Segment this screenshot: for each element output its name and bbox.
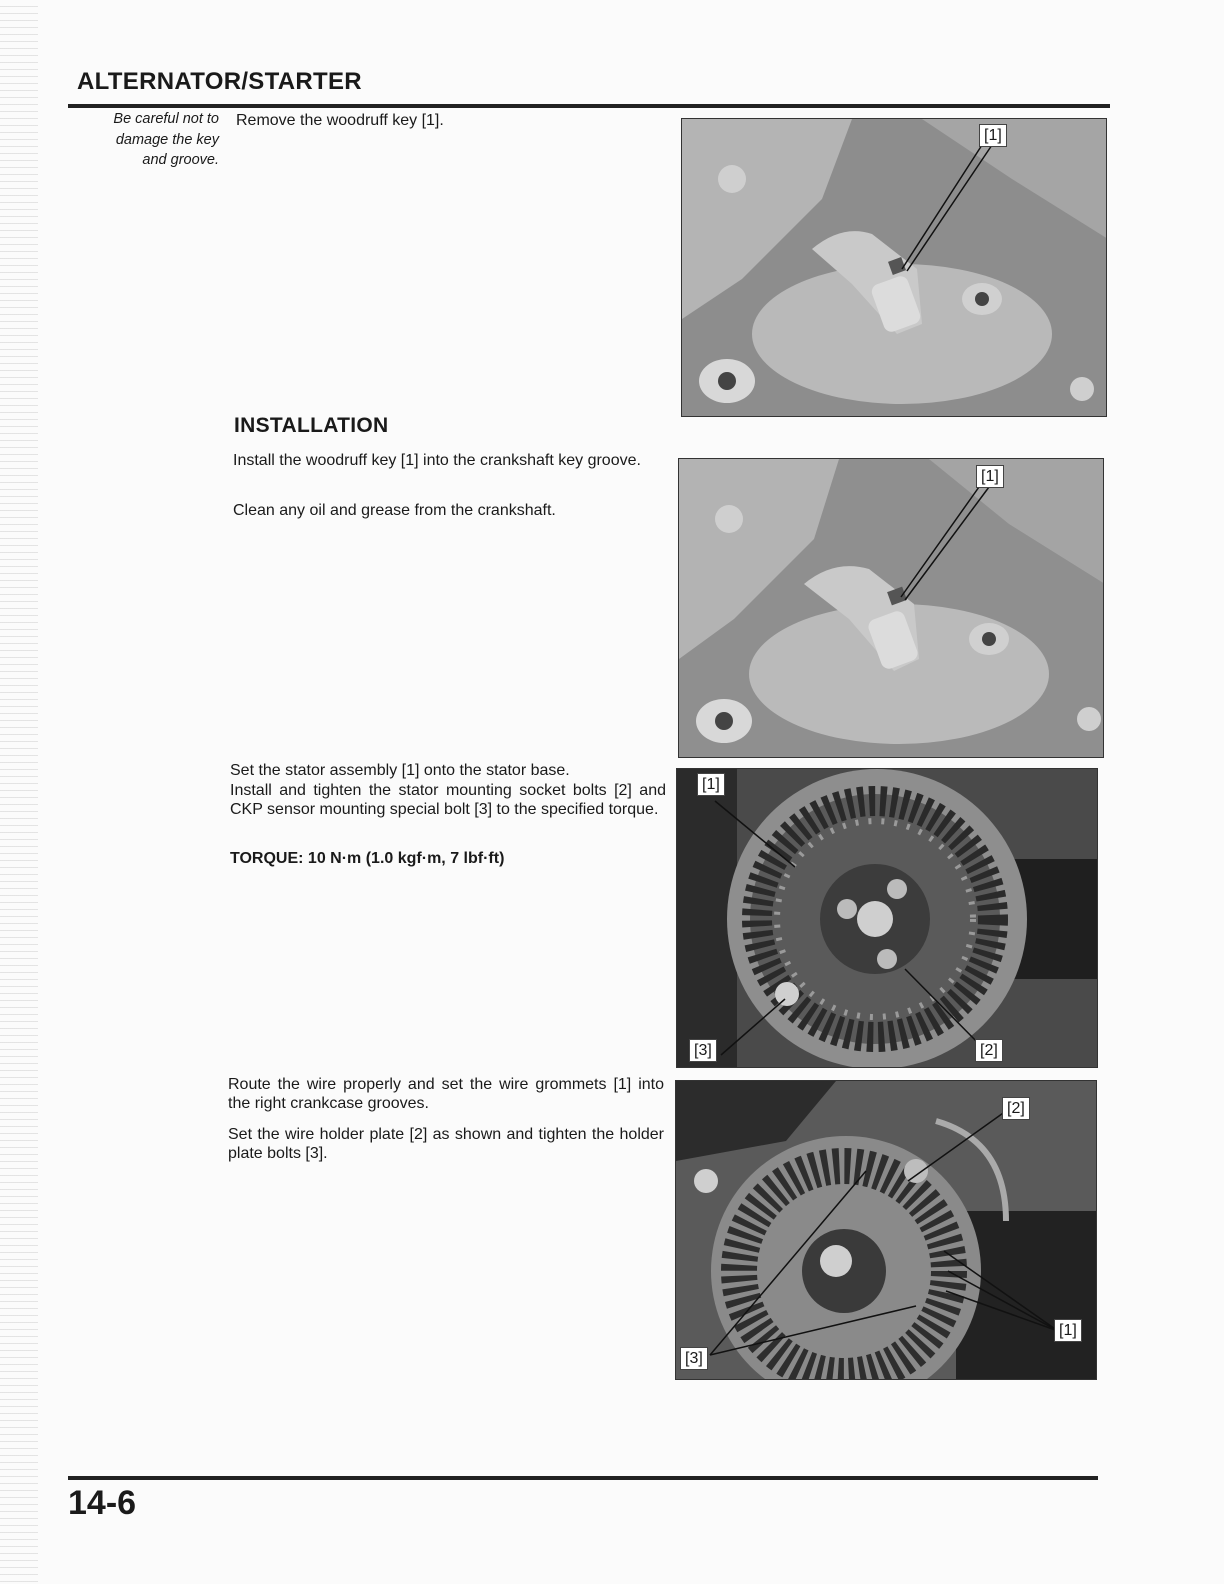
caution-line: damage the key	[115, 131, 219, 148]
callout-label: [1]	[1054, 1319, 1082, 1342]
callout-label: [3]	[689, 1039, 717, 1062]
callout-label: [1]	[976, 465, 1004, 488]
caution-line: and groove.	[142, 152, 219, 168]
scan-edge-artifact	[0, 0, 38, 1584]
caution-line: Be careful not to	[113, 111, 219, 127]
install-step-clean: Clean any oil and grease from the crankshaft.	[233, 502, 556, 519]
figure-woodruff-key-removal	[681, 118, 1107, 417]
installation-title: INSTALLATION	[234, 414, 389, 437]
install-step-woodruff: Install the woodruff key [1] into the crankshaft key groove.	[233, 452, 641, 469]
photo-crankcase	[679, 459, 1104, 758]
figure-wire-routing	[675, 1080, 1097, 1380]
torque-spec: TORQUE: 10 N·m (1.0 kgf·m, 7 lbf·ft)	[230, 850, 505, 867]
caution-note	[70, 109, 219, 171]
callout-label: [2]	[975, 1039, 1003, 1062]
figure-stator-assembly	[676, 768, 1098, 1068]
install-step-wire-grommets: Route the wire properly and set the wire grommets [1] into the right crankcase grooves.	[228, 1076, 664, 1112]
photo-stator	[677, 769, 1098, 1068]
photo-crankcase	[682, 119, 1107, 417]
removal-step: Remove the woodruff key [1].	[236, 112, 444, 129]
figure-woodruff-key-install	[678, 458, 1104, 758]
install-step-holder-plate: Set the wire holder plate [2] as shown and tighten the holder plate bolts [3].	[228, 1126, 664, 1162]
callout-label: [2]	[1002, 1097, 1030, 1120]
install-step-stator-bolts: Install and tighten the stator mounting socket bolts [2] and CKP sensor mounting special bolt [3] to the specified torque.	[230, 782, 666, 818]
install-step-stator: Set the stator assembly [1] onto the stator base.	[230, 762, 570, 779]
callout-label: [1]	[979, 124, 1007, 147]
photo-wire-routing	[676, 1081, 1097, 1380]
callout-label: [3]	[680, 1347, 708, 1370]
callout-label: [1]	[697, 773, 725, 796]
section-header-title: ALTERNATOR/STARTER	[77, 68, 362, 95]
page-number: 14-6	[68, 1484, 137, 1522]
footer-rule	[68, 1476, 1098, 1480]
header-rule	[68, 104, 1110, 108]
